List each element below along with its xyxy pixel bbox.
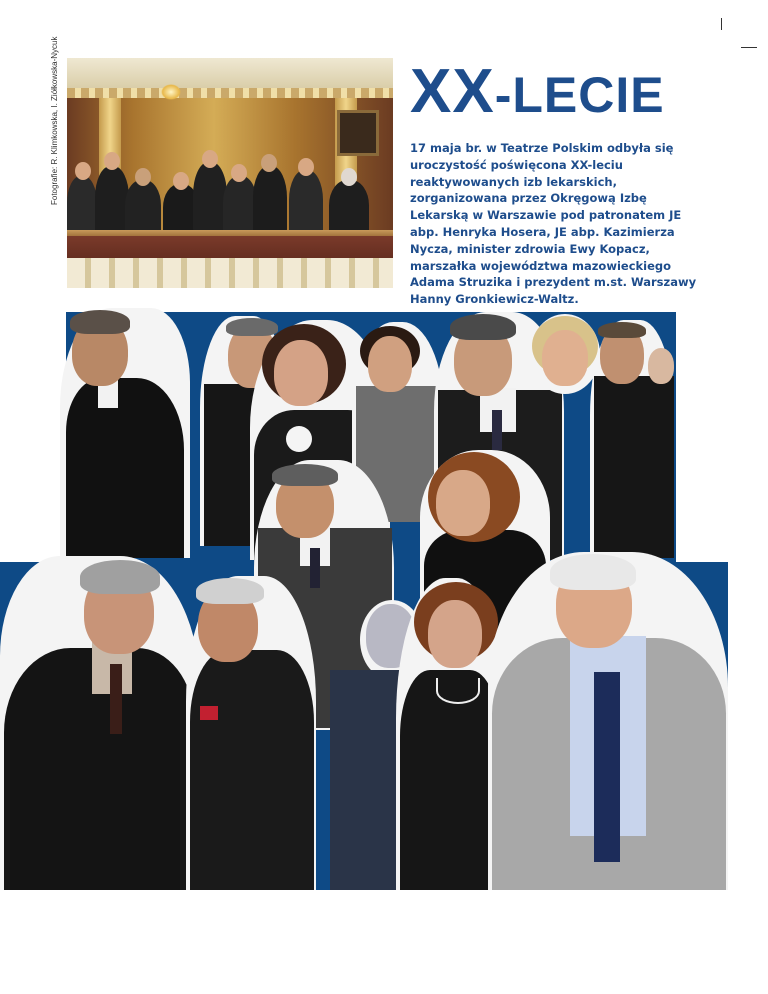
theater-box-photo	[67, 58, 393, 288]
crop-mark	[741, 47, 757, 48]
lead-paragraph: 17 maja br. w Teatrze Polskim odbyła się uroczystość poświęcona XX-leciu reaktywowanych izb lekarskich, zorganizowana przez Okręgową Izbę Lekarską w Warszawie pod patronatem JE abp. Henryka Hosera, JE abp. Kazimierza Nycza, minister zdrowia Ewy Kopacz, marszałka województwa mazowieckiego Adama Struzika i prezydent m.st. Warszawy Hanny Gronkiewicz-Waltz.	[410, 141, 697, 307]
photo-credit: Fotografie: R. Klimkowska, I. Ziółkowska-Nycuk	[50, 36, 59, 205]
headline-numeral: XX	[410, 57, 495, 126]
headline	[410, 56, 665, 127]
guests-photo-collage	[0, 300, 728, 890]
headline-word: -LECIE	[494, 67, 665, 123]
crop-mark	[721, 18, 722, 30]
